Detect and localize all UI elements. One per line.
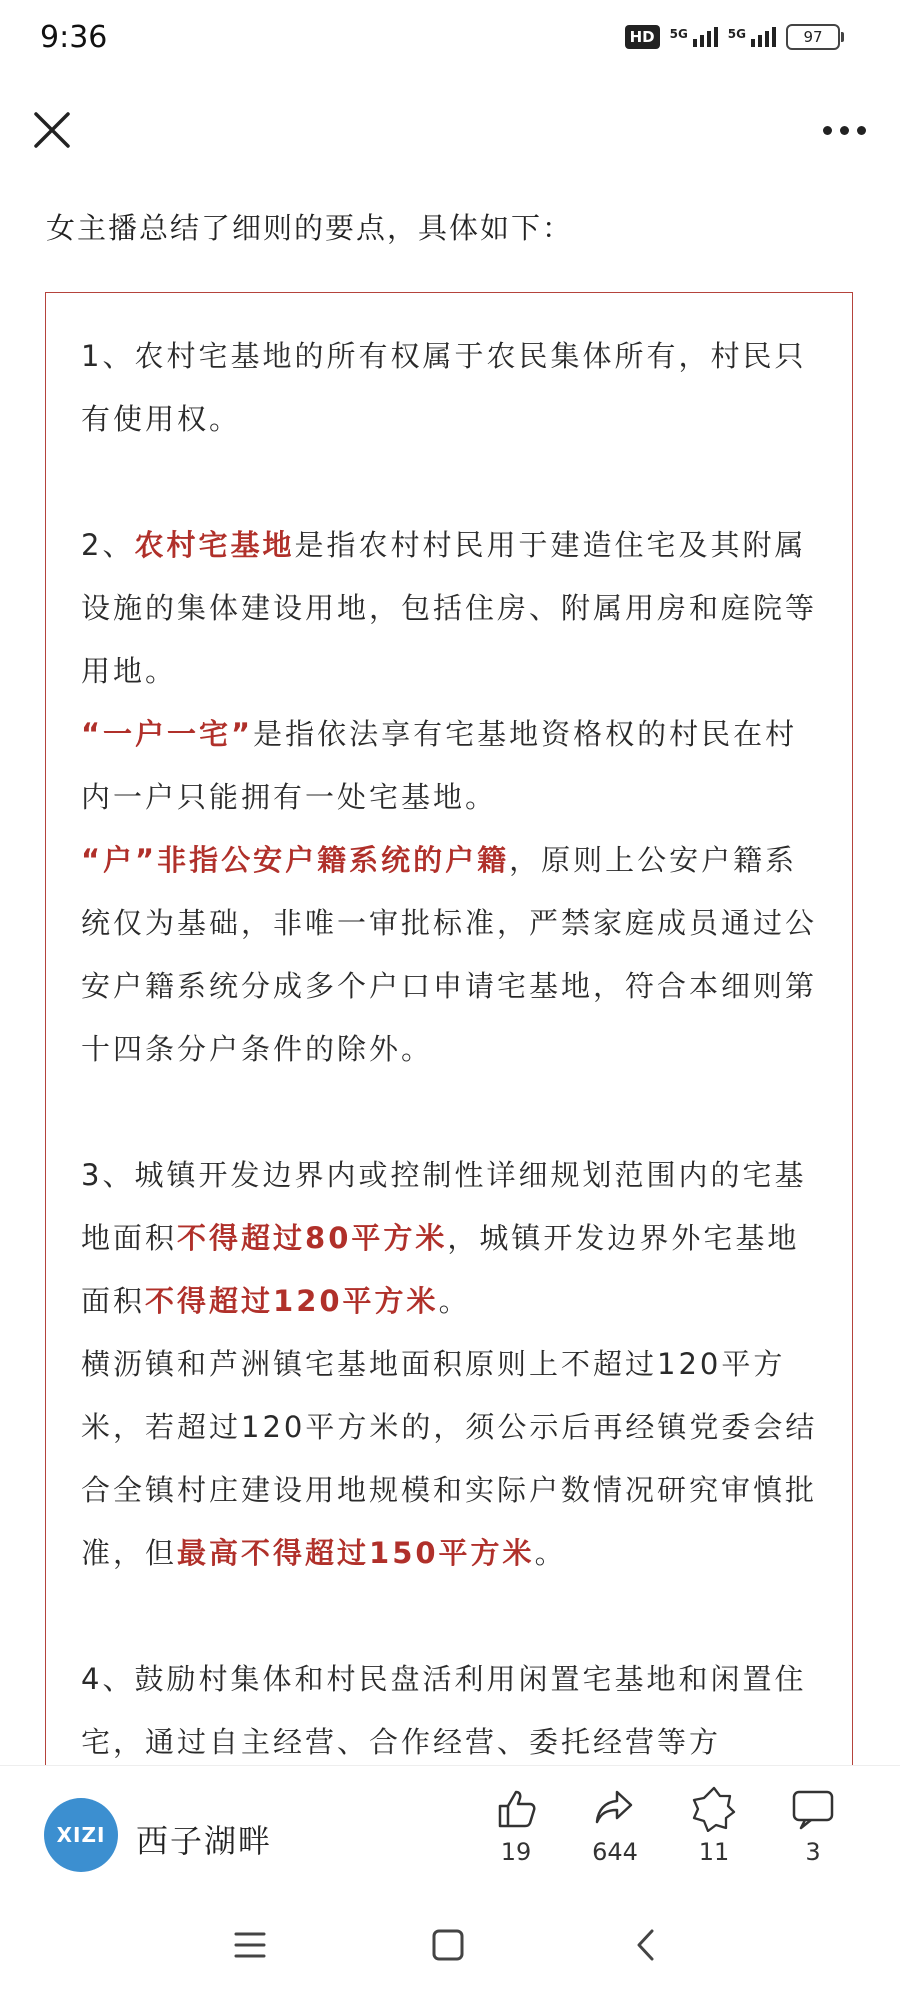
star-badge-icon — [690, 1784, 738, 1832]
thumbs-up-icon — [492, 1784, 540, 1832]
battery-icon: 97 — [786, 24, 840, 50]
highlight-term: 不得超过80平方米 — [177, 1221, 448, 1255]
status-bar — [0, 0, 900, 80]
paragraph-1: 1、农村宅基地的所有权属于农民集体所有，村民只有使用权。 — [81, 339, 807, 436]
hd-badge: HD — [625, 25, 660, 49]
highlight-term: “户”非指公安户籍系统的户籍 — [81, 843, 510, 877]
paragraph-3: “一户一宅”是指依法享有宅基地资格权的村民在村内一户只能拥有一处宅基地。 — [81, 717, 798, 814]
like-button[interactable] — [476, 1784, 556, 1866]
paragraph-7: 4、鼓励村集体和村民盘活利用闲置宅基地和闲置住宅，通过自主经营、合作经营、委托经营等方 — [81, 1662, 807, 1759]
status-indicators — [625, 24, 840, 50]
signal-icon-2: 5G — [728, 27, 776, 47]
article-content-box — [45, 292, 853, 1792]
comment-icon — [789, 1784, 837, 1832]
like-count: 19 — [500, 1838, 532, 1866]
paragraph-5: 3、城镇开发边界内或控制性详细规划范围内的宅基地面积不得超过80平方米，城镇开发边界外宅基地面积不得超过120平方米。 — [81, 1158, 807, 1318]
share-count: 644 — [592, 1838, 638, 1866]
signal-icon: 5G — [670, 27, 718, 47]
avatar[interactable]: XIZI — [44, 1798, 118, 1872]
highlight-term: 不得超过120平方米 — [145, 1284, 439, 1318]
bottom-action-bar — [0, 1765, 900, 1891]
status-time: 9:36 — [40, 20, 108, 55]
paragraph-4: “户”非指公安户籍系统的户籍，原则上公安户籍系统仅为基础，非唯一审批标准，严禁家庭成员通过公安户籍系统分成多个户口申请宅基地，符合本细则第十四条分户条件的除外。 — [81, 843, 818, 1066]
comment-count: 3 — [805, 1838, 821, 1866]
share-button[interactable] — [575, 1784, 655, 1866]
gift-count: 11 — [698, 1838, 730, 1866]
article-intro: 女主播总结了细则的要点，具体如下： — [46, 211, 574, 245]
article-body — [81, 325, 826, 1774]
highlight-term: 农村宅基地 — [134, 528, 295, 562]
system-nav-bar — [0, 1890, 900, 2000]
author-name[interactable]: 西子湖畔 — [136, 1822, 273, 1860]
close-icon[interactable] — [24, 102, 80, 158]
top-nav — [0, 80, 900, 180]
back-icon[interactable] — [628, 1928, 664, 1966]
more-icon[interactable] — [808, 102, 880, 158]
paragraph-6: 横沥镇和芦洲镇宅基地面积原则上不超过120平方米，若超过120平方米的，须公示后再经镇党委会结合全镇村庄建设用地规模和实际户数情况研究审慎批准，但最高不得超过150平方米。 — [81, 1347, 818, 1570]
home-icon[interactable] — [430, 1928, 466, 1966]
gift-button[interactable] — [674, 1784, 754, 1866]
paragraph-2: 2、农村宅基地是指农村村民用于建造住宅及其附属设施的集体建设用地，包括住房、附属用房和庭院等用地。 — [81, 528, 818, 688]
share-icon — [591, 1784, 639, 1832]
highlight-term: 最高不得超过150平方米 — [177, 1536, 535, 1570]
highlight-term: “一户一宅” — [81, 717, 254, 751]
menu-icon[interactable] — [232, 1928, 268, 1966]
comment-button[interactable] — [773, 1784, 853, 1866]
